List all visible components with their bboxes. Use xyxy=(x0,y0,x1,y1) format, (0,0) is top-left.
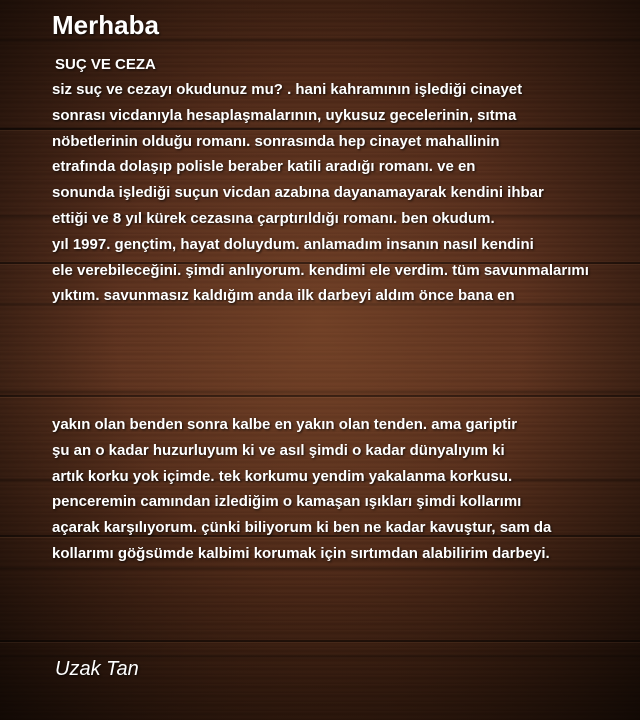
poem-line: kollarımı göğsümde kalbimi korumak için sırtımdan alabilirim darbeyi. xyxy=(52,544,550,562)
poem-line: açarak karşılıyorum. çünki biliyorum ki ben ne kadar kavuştur, sam da xyxy=(52,519,552,537)
poem-line: ettiği ve 8 yıl kürek cezasına çarptırıldığı romanı. ben okudum. xyxy=(52,209,495,227)
poem-line: şu an o kadar huzurluyum ki ve asıl şimdi o kadar dünyalıyım ki xyxy=(52,441,505,459)
poem-heading: SUÇ VE CEZA xyxy=(55,56,156,73)
wood-plank-seam xyxy=(0,395,640,397)
poem-line: penceremin camından izlediğim o kamaşan ışıkları şimdi kollarımı xyxy=(52,493,522,511)
poem-line: yakın olan benden sonra kalbe en yakın olan tenden. ama gariptir xyxy=(52,416,518,433)
wood-plank-seam xyxy=(0,640,640,642)
poem-stanza-1 xyxy=(52,77,589,309)
author-name: Uzak Tan xyxy=(55,658,139,680)
page-title: Merhaba xyxy=(52,10,159,40)
poem-line: artık korku yok içimde. tek korkumu yendim yakalanma korkusu. xyxy=(52,467,513,485)
poem-line: yıl 1997. gençtim, hayat doluydum. anlamadım insanın nasıl kendini xyxy=(52,235,534,253)
poem-line: ele verebileceğini. şimdi anlıyorum. kendimi ele verdim. tüm savunmalarımı xyxy=(52,261,589,279)
poem-stanza-2 xyxy=(52,412,551,567)
poem-line: siz suç ve cezayı okudunuz mu? . hani kahramının işlediği cinayet xyxy=(52,81,523,98)
poem-line: sonunda işlediği suçun vicdan azabına dayanamayarak kendini ihbar xyxy=(52,184,544,202)
poem-line: etrafında dolaşıp polisle beraber katili aradığı romanı. ve en xyxy=(52,158,476,176)
poem-line: nöbetlerinin olduğu romanı. sonrasında hep cinayet mahallinin xyxy=(52,132,500,150)
poem-line: sonrası vicdanıyla hesaplaşmalarının, uykusuz gecelerinin, sıtma xyxy=(52,106,517,124)
poem-line: yıktım. savunmasız kaldığım anda ilk darbeyi aldım önce bana en xyxy=(52,287,515,305)
